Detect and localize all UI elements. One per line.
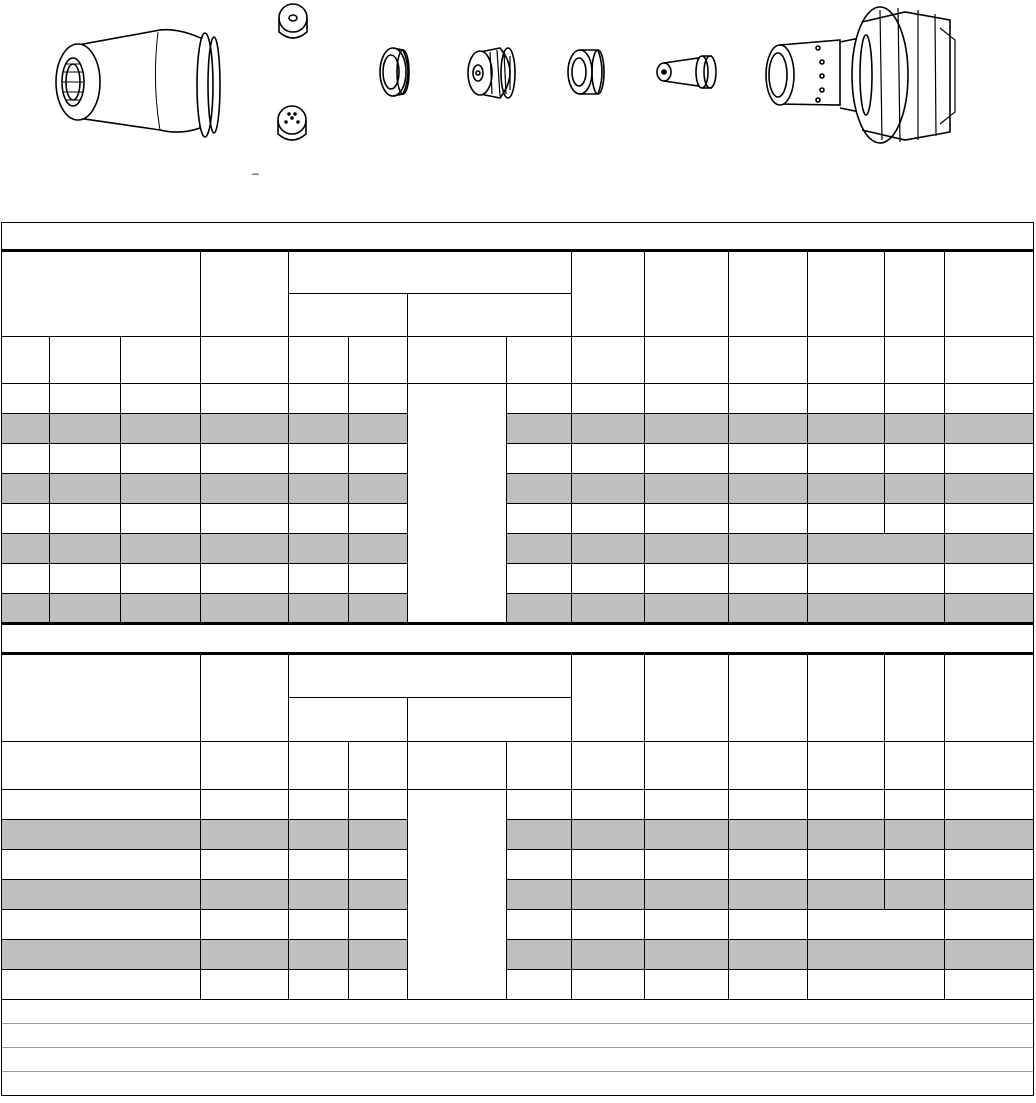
- header-col-12: [885, 252, 945, 337]
- table-1-cell: [289, 414, 349, 444]
- header-group-3: [289, 252, 572, 294]
- table-2-cell: [808, 850, 885, 880]
- table-1-cell: [729, 594, 808, 624]
- table-2-cell: [2, 880, 201, 910]
- table-1-cell: [349, 504, 408, 534]
- table-2-cell: [729, 970, 808, 1000]
- torch-body-illustration: [766, 7, 955, 143]
- table-1-cell: [645, 504, 729, 534]
- table-2-cell: [645, 850, 729, 880]
- table-1-cell: [2, 504, 50, 534]
- table-1-cell: [121, 564, 201, 594]
- table-1-cell: [945, 474, 1034, 504]
- units-col-7: [507, 742, 572, 790]
- table-2-cell: [729, 850, 808, 880]
- table-2-title-row: [1, 625, 1034, 653]
- table-1-cell: [121, 594, 201, 624]
- table-2-cell: [645, 790, 729, 820]
- units-col-1: [50, 337, 121, 384]
- table-1-cell: [349, 594, 408, 624]
- units-col-10: [729, 337, 808, 384]
- table-2-cell: [2, 820, 201, 850]
- header-group-2: [201, 655, 289, 742]
- table-2-cell: [289, 820, 349, 850]
- table-2-cell: [945, 850, 1034, 880]
- table-2-cell: [729, 940, 808, 970]
- header-col-11: [808, 655, 885, 742]
- table-1-cell: [289, 504, 349, 534]
- table-1-cell: [885, 384, 945, 414]
- header-col-13: [945, 252, 1034, 337]
- table-2-cell: [945, 910, 1034, 940]
- units-col-3: [201, 742, 289, 790]
- table-1-cell: [885, 474, 945, 504]
- units-col-5: [349, 742, 408, 790]
- table-2-cell: [885, 790, 945, 820]
- table-1-cell: [50, 384, 121, 414]
- table-1-cell: [645, 444, 729, 474]
- table-1-cell: [121, 384, 201, 414]
- note-row: [1, 1048, 1034, 1072]
- table-1-cell: [808, 504, 885, 534]
- table-1-cell: [945, 414, 1034, 444]
- table-2-cell: [201, 820, 289, 850]
- table-1-cell: [808, 384, 885, 414]
- note-row: [1, 1024, 1034, 1048]
- table-2-cell: [945, 940, 1034, 970]
- table-1: [1, 252, 1034, 625]
- table-2-cell: [645, 910, 729, 940]
- table-1-cell: [50, 414, 121, 444]
- table-2-cell: [885, 850, 945, 880]
- table-2-cell: [2, 910, 201, 940]
- header-col-9: [645, 252, 729, 337]
- swirl-ring-illustration: [468, 48, 515, 98]
- table-2-cell: [572, 970, 645, 1000]
- consumable-parts-illustration: [0, 0, 1036, 200]
- table-2-cell: [808, 940, 945, 970]
- header-subgroup-a: [289, 698, 408, 742]
- table-1-cell: [121, 474, 201, 504]
- header-subgroup-b: [408, 698, 572, 742]
- table-1-cell: [349, 474, 408, 504]
- table-2-cell: [645, 940, 729, 970]
- table-1-cell: [507, 414, 572, 444]
- table-2-cell: [572, 880, 645, 910]
- table-2-cell: [808, 970, 945, 1000]
- units-col-0: [2, 742, 201, 790]
- table-1-cell: [121, 504, 201, 534]
- table-1-cell: [808, 414, 885, 444]
- table-1-cell: [572, 564, 645, 594]
- table-1-cell: [572, 474, 645, 504]
- table-1-cell: [2, 444, 50, 474]
- table-1-cell: [50, 474, 121, 504]
- table-2-cell: [2, 790, 201, 820]
- table-1-cell: [645, 594, 729, 624]
- table-2-cell: [507, 940, 572, 970]
- units-col-4: [289, 337, 349, 384]
- table-1-cell: [572, 504, 645, 534]
- table-2-cell: [349, 880, 408, 910]
- table-2-cell: [572, 910, 645, 940]
- table-1-cell: [289, 594, 349, 624]
- table-1-cell: [349, 564, 408, 594]
- table-2-cell: [507, 820, 572, 850]
- table-1-cell: [945, 534, 1034, 564]
- table-2: [1, 655, 1034, 1000]
- table-2-cell: [507, 790, 572, 820]
- table-1-cell: [507, 504, 572, 534]
- table-1-cell: [289, 534, 349, 564]
- callout-mark: _: [252, 161, 259, 175]
- table-1-cell: [201, 534, 289, 564]
- units-col-13: [945, 742, 1034, 790]
- units-col-5: [349, 337, 408, 384]
- header-col-9: [645, 655, 729, 742]
- units-col-6: [408, 337, 507, 384]
- shield-cap-illustration: [56, 30, 220, 137]
- table-2-cell: [289, 850, 349, 880]
- header-col-11: [808, 252, 885, 337]
- nozzle-illustration: [568, 50, 604, 94]
- table-1-cell: [729, 414, 808, 444]
- table-2-cell: [645, 880, 729, 910]
- table-2-cell: [507, 880, 572, 910]
- table-1-cell: [729, 384, 808, 414]
- table-1-cell: [50, 444, 121, 474]
- table-1-cell: [729, 444, 808, 474]
- table-2-cell: [572, 820, 645, 850]
- table-2-cell: [572, 790, 645, 820]
- units-col-4: [289, 742, 349, 790]
- table-1-cell: [645, 474, 729, 504]
- table-1-cell: [885, 504, 945, 534]
- table-1-cell: [201, 444, 289, 474]
- table-1-cell: [349, 384, 408, 414]
- units-col-8: [572, 742, 645, 790]
- shield-multihole-illustration: [278, 106, 306, 140]
- table-2-cell: [645, 820, 729, 850]
- table-1-cell: [645, 384, 729, 414]
- table-2-cell: [201, 970, 289, 1000]
- table-1-cell: [201, 564, 289, 594]
- table-2-cell: [289, 970, 349, 1000]
- table-1-cell: [572, 384, 645, 414]
- table-1-cell: [2, 474, 50, 504]
- table-1-title-row: [1, 222, 1034, 250]
- table-2-cell: [645, 970, 729, 1000]
- units-col-12: [885, 742, 945, 790]
- table-2-cell: [885, 820, 945, 850]
- header-group-3: [289, 655, 572, 698]
- table-1-cell: [201, 594, 289, 624]
- table-2-cell: [201, 940, 289, 970]
- units-col-10: [729, 742, 808, 790]
- table-2-cell: [808, 790, 885, 820]
- table-1-cell: [2, 534, 50, 564]
- table-1-cell: [201, 474, 289, 504]
- table-2-cell: [945, 880, 1034, 910]
- table-1-cell: [121, 444, 201, 474]
- table-1-cell: [121, 414, 201, 444]
- table-1-cell: [289, 384, 349, 414]
- retaining-cap-illustration: [380, 48, 409, 96]
- header-col-8: [572, 655, 645, 742]
- table-2-cell: [201, 910, 289, 940]
- units-col-0: [2, 337, 50, 384]
- table-2-cell: [729, 820, 808, 850]
- header-col-13: [945, 655, 1034, 742]
- table-1-cell: [645, 414, 729, 444]
- table-2-cell: [572, 850, 645, 880]
- units-col-9: [645, 337, 729, 384]
- table-1-cell: [729, 474, 808, 504]
- table-2-cell: [349, 820, 408, 850]
- table-2-cell: [808, 910, 945, 940]
- table-1-cell: [572, 534, 645, 564]
- table-2-cell: [945, 790, 1034, 820]
- units-col-11: [808, 742, 885, 790]
- table-1-cell: [201, 504, 289, 534]
- table-2-cell: [201, 880, 289, 910]
- table-1-cell: [945, 564, 1034, 594]
- note-row: [1, 1000, 1034, 1024]
- header-subgroup-b: [408, 294, 572, 337]
- table-2-cell: [2, 970, 201, 1000]
- table-1-cell: [50, 594, 121, 624]
- table-1-cell: [945, 594, 1034, 624]
- table-1-cell: [507, 564, 572, 594]
- table-1-cell: [945, 444, 1034, 474]
- table-2-cell: [729, 910, 808, 940]
- table-1-cell: [349, 414, 408, 444]
- note-row: [1, 1072, 1034, 1096]
- table-1-cell: [289, 474, 349, 504]
- table-1-cell: [289, 564, 349, 594]
- table-1-cell: [572, 414, 645, 444]
- table-1-cell: [2, 594, 50, 624]
- table-2-cell: [349, 970, 408, 1000]
- table-2-cell: [808, 820, 885, 850]
- table-2-cell: [289, 910, 349, 940]
- table-1-cell: [645, 534, 729, 564]
- units-col-12: [885, 337, 945, 384]
- units-col-8: [572, 337, 645, 384]
- table-2-cell: [729, 790, 808, 820]
- table-1-cell: [201, 414, 289, 444]
- table-2-cell: [507, 970, 572, 1000]
- table-1-cell: [507, 444, 572, 474]
- header-col-12: [885, 655, 945, 742]
- table-1-cell: [507, 384, 572, 414]
- table-1-cell: [507, 474, 572, 504]
- header-group-2: [201, 252, 289, 337]
- table-1-cell: [289, 444, 349, 474]
- electrode-illustration: [657, 56, 716, 88]
- units-col-3: [201, 337, 289, 384]
- table-1-cell: [729, 534, 808, 564]
- table-1-cell: [349, 534, 408, 564]
- table-2-cell: [2, 940, 201, 970]
- units-col-6: [408, 742, 507, 790]
- table-2-cell: [945, 970, 1034, 1000]
- table-1-cell: [885, 444, 945, 474]
- units-col-7: [507, 337, 572, 384]
- table-2-cell: [349, 850, 408, 880]
- units-col-11: [808, 337, 885, 384]
- table-1-cell: [349, 444, 408, 474]
- table-1-cell: [572, 444, 645, 474]
- header-group-1: [2, 252, 201, 337]
- table-1-cell: [50, 534, 121, 564]
- table-1-cell: [729, 564, 808, 594]
- table-1-cell: [121, 534, 201, 564]
- table-1-cell: [50, 504, 121, 534]
- units-col-13: [945, 337, 1034, 384]
- table-2-cell: [289, 940, 349, 970]
- table-2-cell: [507, 850, 572, 880]
- table-2-cell: [808, 880, 885, 910]
- table-2-cell: [201, 850, 289, 880]
- table-1-cell: [808, 474, 885, 504]
- header-col-8: [572, 252, 645, 337]
- table-1-cell: [808, 564, 945, 594]
- table-1-cell: [808, 534, 945, 564]
- table-2-cell: [507, 910, 572, 940]
- table-2-cell: [885, 880, 945, 910]
- table-1-cell: [945, 504, 1034, 534]
- table-2-cell: [201, 790, 289, 820]
- table-2-cell: [349, 790, 408, 820]
- table-1-cell: [2, 414, 50, 444]
- table-1-cell: [645, 564, 729, 594]
- header-col-10: [729, 252, 808, 337]
- table-2-cell: [349, 910, 408, 940]
- table-2-cell: [2, 850, 201, 880]
- table-1-cell: [507, 594, 572, 624]
- shield-small-illustration: [279, 4, 307, 38]
- header-group-1: [2, 655, 201, 742]
- table-1-cell: [808, 444, 885, 474]
- table-2-cell: [289, 790, 349, 820]
- table-1-cell: [885, 414, 945, 444]
- table-2-cell: [289, 880, 349, 910]
- table-2-cell: [945, 820, 1034, 850]
- table-1-cell: [507, 534, 572, 564]
- table-1-cell: [808, 594, 945, 624]
- table-1-merged-cell: [408, 384, 507, 624]
- table-1-cell: [50, 564, 121, 594]
- table-1-cell: [945, 384, 1034, 414]
- table-2-cell: [349, 940, 408, 970]
- table-1-cell: [2, 384, 50, 414]
- units-col-9: [645, 742, 729, 790]
- header-col-10: [729, 655, 808, 742]
- table-2-cell: [729, 880, 808, 910]
- table-2-cell: [572, 940, 645, 970]
- header-subgroup-a: [289, 294, 408, 337]
- table-1-cell: [729, 504, 808, 534]
- units-col-2: [121, 337, 201, 384]
- table-1-cell: [572, 594, 645, 624]
- table-2-merged-cell: [408, 790, 507, 1000]
- table-1-cell: [201, 384, 289, 414]
- table-1-cell: [2, 564, 50, 594]
